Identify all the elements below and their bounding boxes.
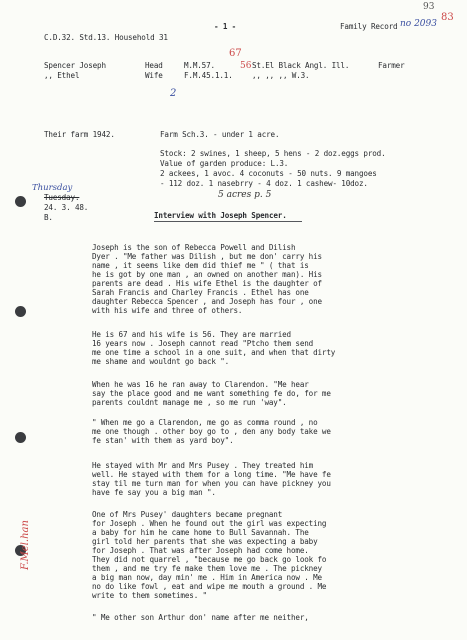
body-line: no do like fowl , eat and wipe me mouth a ground . Me bbox=[92, 582, 327, 591]
body-line: They did not quarrel , "because me go back go look fo bbox=[92, 555, 327, 564]
body-line: parents are dead . His wife Ethel is the daughter of bbox=[92, 279, 322, 288]
interview-title: Interview with Joseph Spencer. bbox=[154, 211, 287, 220]
body-line: me shame and wouldnt go back ". bbox=[92, 357, 230, 366]
body-line: he is got by one man , an owned on another man). His bbox=[92, 270, 322, 279]
body-line: He stayed with Mr and Mrs Pusey . They treated him bbox=[92, 461, 314, 470]
farm-line: - 112 doz. 1 nasebrry - 4 doz. 1 cashew- 10doz. bbox=[160, 179, 368, 188]
body-line: When he was 16 he ran away to Clarendon. "Me hear bbox=[92, 380, 309, 389]
interview-date: 24. 3. 48. bbox=[44, 203, 89, 212]
member-code: M.M.57. bbox=[184, 61, 215, 70]
body-line: 16 years now . Joseph cannot read "Ptcho them send bbox=[92, 339, 314, 348]
body-line: He is 67 and his wife is 56. They are married bbox=[92, 330, 291, 339]
farm-line: 2 ackees, 1 avoc. 4 coconuts - 50 nuts. 9 mangoes bbox=[160, 169, 377, 178]
handwritten-note: 5 acres p. 5 bbox=[218, 190, 272, 200]
margin-note: F.Mel.han bbox=[20, 520, 31, 570]
body-line: me one time a school in a one suit, and when that dirty bbox=[92, 348, 336, 357]
annotation-2: 2 bbox=[170, 88, 177, 99]
member-place: ,, ,, ,, W.3. bbox=[252, 71, 310, 80]
body-line: me one though . other boy go to , den any body take we bbox=[92, 427, 331, 436]
member-role: Wife bbox=[145, 71, 163, 80]
body-line: Sarah Francis and Charley Francis . Ethel has one bbox=[92, 288, 309, 297]
interview-day: Thursday bbox=[32, 183, 73, 193]
interview-initials: B. bbox=[44, 213, 53, 222]
record-number: no 2093 bbox=[400, 19, 437, 29]
title-underline bbox=[154, 221, 302, 222]
body-line: write to them sometimes. " bbox=[92, 591, 207, 600]
case-reference: C.D.32. Std.13. Household 31 bbox=[44, 33, 168, 42]
body-line: for Joseph . That was after Joseph had come home. bbox=[92, 546, 309, 555]
body-line: parents couldnt manage me , so me run 'way". bbox=[92, 398, 287, 407]
corner-number-red: 83 bbox=[441, 12, 454, 23]
body-line: Dyer . "Me father was Dilish , but me don' carry his bbox=[92, 252, 322, 261]
body-line: Joseph is the son of Rebecca Powell and Dilish bbox=[92, 243, 296, 252]
punch-hole bbox=[15, 306, 26, 317]
member-code: F.M.45.1.1. bbox=[184, 71, 233, 80]
body-line: stay til me turn man for when you can have pickney you bbox=[92, 479, 331, 488]
member-role: Head bbox=[145, 61, 163, 70]
farm-line: Stock: 2 swines, 1 sheep, 5 hens - 2 doz.eggs prod. bbox=[160, 149, 386, 158]
body-line: for Joseph . When he found out the girl was expecting bbox=[92, 519, 327, 528]
member-name: Spencer Joseph bbox=[44, 61, 106, 70]
farm-line: Farm Sch.3. - under 1 acre. bbox=[160, 130, 280, 139]
body-line: with his wife and three of others. bbox=[92, 306, 243, 315]
punch-hole bbox=[15, 432, 26, 443]
page-number: - 1 - bbox=[214, 22, 237, 31]
annotation-56: 56 bbox=[240, 61, 252, 71]
farm-label: Their farm 1942. bbox=[44, 130, 115, 139]
body-line: have fe say you a big man ". bbox=[92, 488, 216, 497]
record-label: Family Record bbox=[340, 22, 398, 31]
body-line: well. He stayed with them for a long time. "Me have fe bbox=[92, 470, 331, 479]
body-line: fe stan' with them as yard boy". bbox=[92, 436, 234, 445]
body-line: them , and me try fe make them love me . The pickney bbox=[92, 564, 322, 573]
member-name: ,, Ethel bbox=[44, 71, 80, 80]
body-line: girl told her parents that she was expecting a baby bbox=[92, 537, 318, 546]
body-line: a baby for him he came home to Bull Savannah. The bbox=[92, 528, 309, 537]
body-line: say the place good and me want something fe do, for me bbox=[92, 389, 331, 398]
annotation-67: 67 bbox=[229, 48, 242, 59]
body-line: name , it seems like dem did thief me " ( that is bbox=[92, 261, 309, 270]
farm-line: Value of garden produce: L.3. bbox=[160, 159, 289, 168]
body-line: " When me go a Clarendon, me go as comma round , no bbox=[92, 418, 318, 427]
body-line: " Me other son Arthur don' name after me neither, bbox=[92, 613, 309, 622]
body-line: a big man now, day min' me . Him in America now . Me bbox=[92, 573, 322, 582]
member-place: St.El Black Angl. Ill. bbox=[252, 61, 350, 70]
member-occupation: Farmer bbox=[378, 61, 405, 70]
corner-number: 93 bbox=[423, 2, 435, 12]
punch-hole bbox=[15, 196, 26, 207]
interview-struck-day: Tuesday. bbox=[44, 193, 80, 202]
body-line: One of Mrs Pusey' daughters became pregnant bbox=[92, 510, 283, 519]
body-line: daughter Rebecca Spencer , and Joseph has four , one bbox=[92, 297, 322, 306]
